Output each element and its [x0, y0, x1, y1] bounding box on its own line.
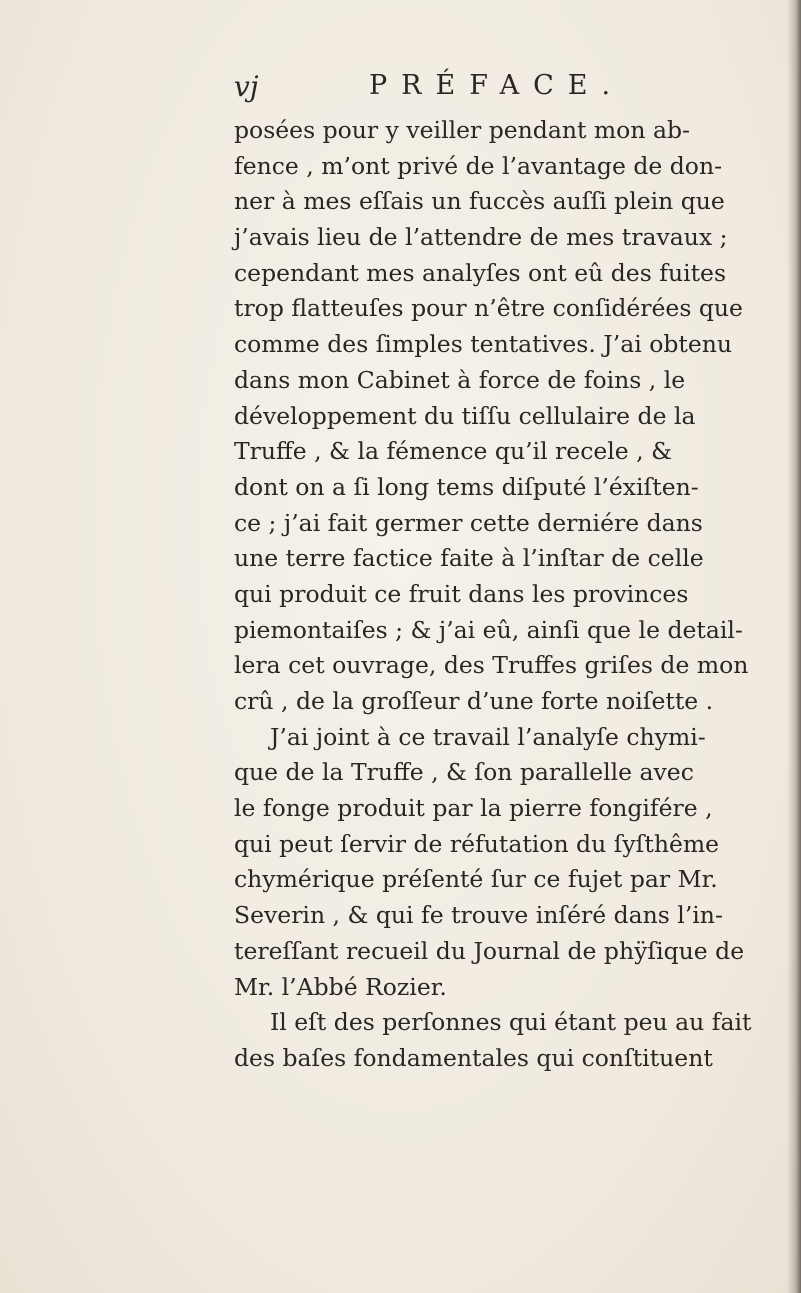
running-title: PRÉFACE.	[369, 70, 625, 101]
text-line: trop flatteuſes pour n’être conſidérées que	[234, 294, 743, 323]
text-line: posées pour y veiller pendant mon ab-	[234, 116, 690, 144]
text-line: qui peut ſervir de réfutation du ſyſthême	[234, 829, 720, 858]
text-line: des baſes fondamentales qui conſtituent	[234, 1043, 713, 1072]
page-edge-shadow	[787, 0, 801, 1293]
paragraph-start-line: Il eſt des perſonnes qui étant peu au fait	[270, 1008, 752, 1037]
text-line: piemontaiſes ; & j’ai eû, ainſi que le detail-	[234, 615, 743, 644]
text-line: que de la Truffe , & ſon parallelle avec	[234, 758, 694, 787]
text-line: tereſſant recueil du Journal de phÿſique de	[234, 936, 745, 965]
text-line: Severin , & qui fe trouve inſéré dans l’in-	[234, 901, 723, 930]
text-line: dont on a ſi long tems diſputé l’éxiſten-	[234, 472, 699, 501]
text-line: ner à mes eſſais un fuccès auſſi plein que	[234, 187, 725, 216]
text-line: Truffe , & la fémence qu’il recele , &	[234, 437, 673, 466]
text-line: cependant mes analyſes ont eû des fuites	[234, 258, 727, 287]
text-line: comme des ſimples tentatives. J’ai obtenu	[234, 330, 733, 359]
text-line: Mr. l’Abbé Rozier.	[234, 972, 447, 1001]
text-line: chymérique préſenté ſur ce fujet par Mr.	[234, 865, 718, 894]
page-number: vj	[234, 70, 259, 103]
text-line: j’avais lieu de l’attendre de mes travaux ;	[234, 223, 728, 252]
text-line: fence , m’ont privé de l’avantage de don-	[234, 151, 723, 180]
running-head	[234, 70, 625, 110]
text-line: une terre factice faite à l’inſtar de celle	[234, 544, 704, 573]
body-text	[234, 113, 779, 1077]
text-line: crû , de la groſſeur d’une forte noiſette .	[234, 687, 714, 715]
text-line: ce ; j’ai fait germer cette derniére dans	[234, 508, 703, 537]
text-line: qui produit ce fruit dans les provinces	[234, 579, 689, 608]
text-line: dans mon Cabinet à force de foins , le	[234, 365, 686, 394]
paragraph-start-line: J’ai joint à ce travail l’analyſe chymi-	[270, 722, 706, 751]
text-line: le fonge produit par la pierre fongifére ,	[234, 794, 713, 823]
text-line: développement du tiſſu cellulaire de la	[234, 401, 696, 430]
text-line: lera cet ouvrage, des Truffes griſes de mon	[234, 651, 749, 680]
